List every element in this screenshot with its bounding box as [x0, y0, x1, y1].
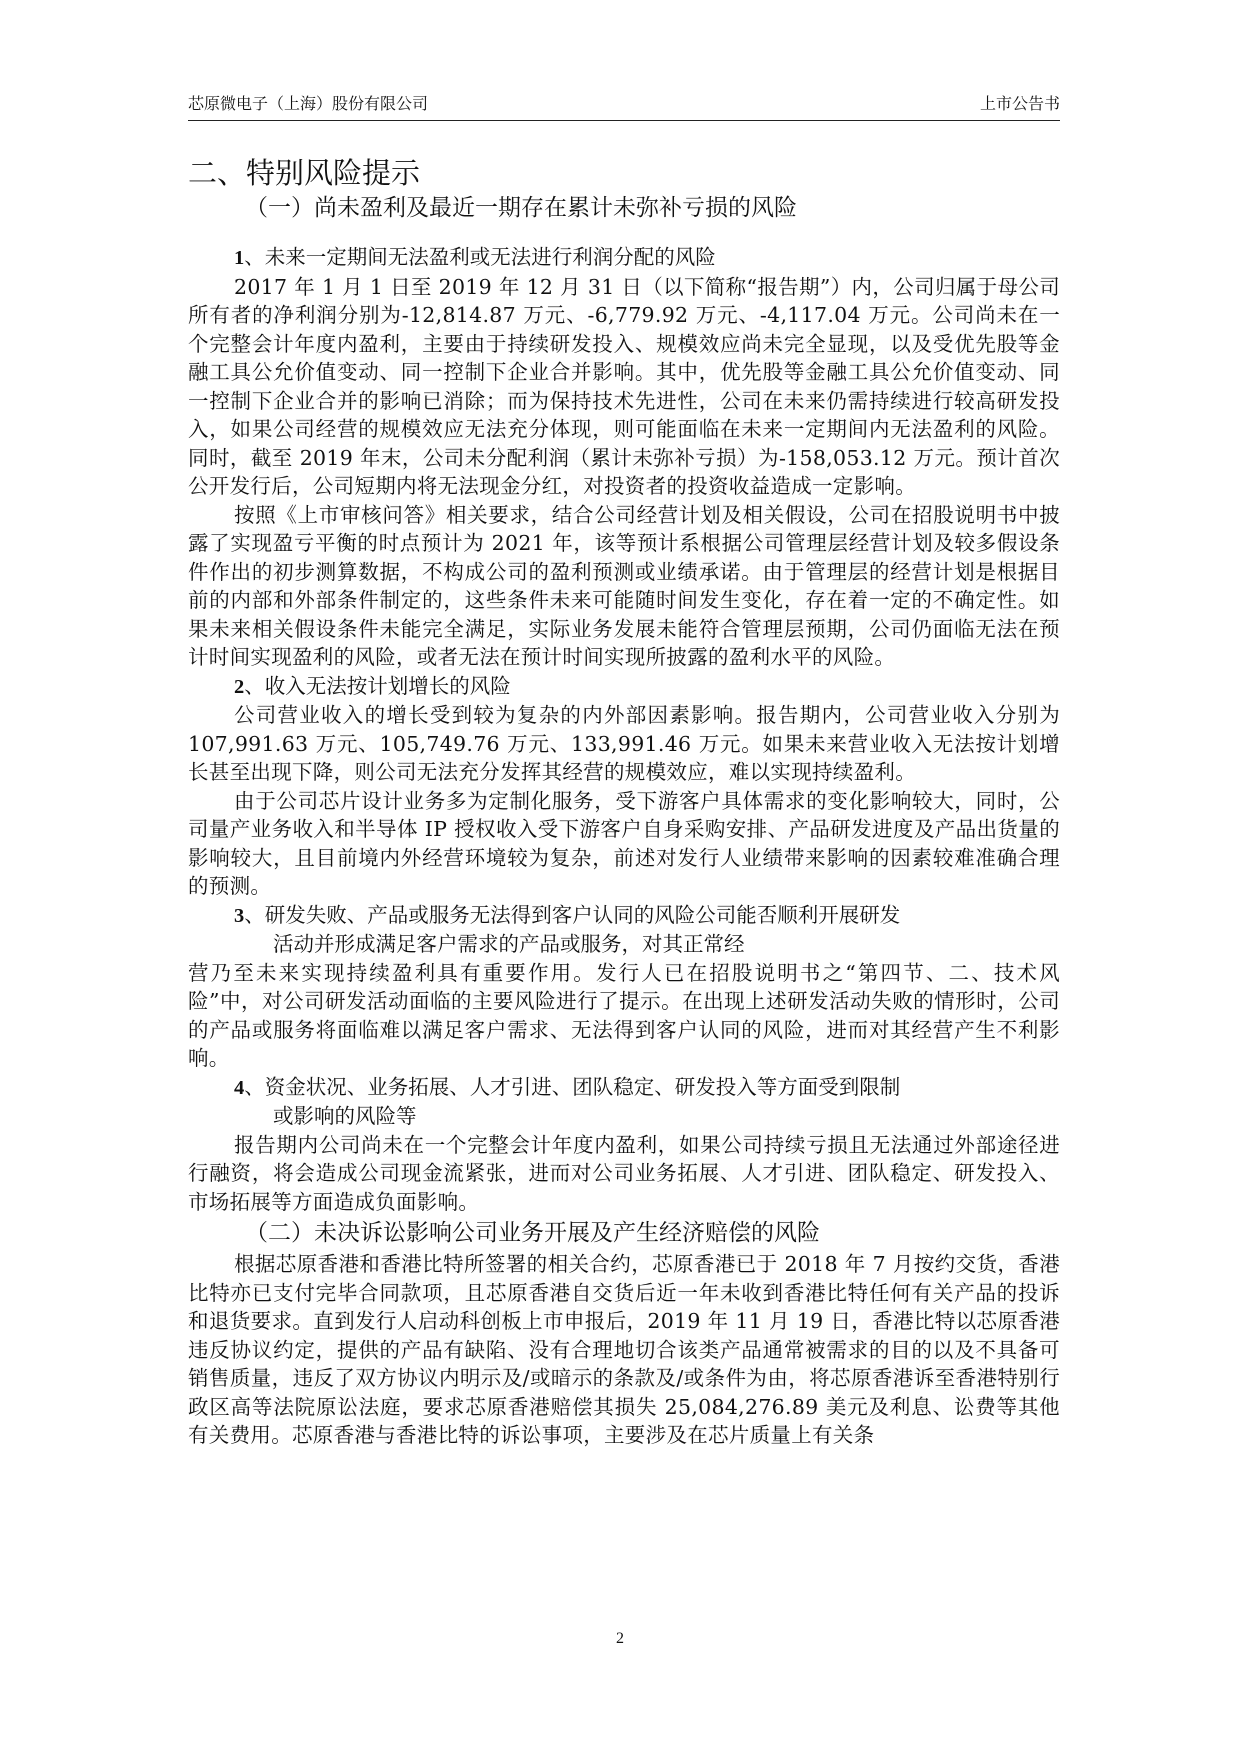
- item-4-title-continuation: 或影响的风险等: [273, 1104, 417, 1128]
- item-3-title: 、研发失败、产品或服务无法得到客户认同的风险公司能否顺利开展研发: [244, 902, 901, 927]
- subsection-2-title: （二）未决诉讼影响公司业务开展及产生经济赔偿的风险: [245, 1220, 820, 1246]
- item-4-number: 4: [234, 1076, 245, 1099]
- item-3-title-continuation: 活动并形成满足客户需求的产品或服务，对其正常经: [273, 932, 745, 956]
- item-3-number: 3: [234, 904, 245, 927]
- item-4-paragraph-1: 报告期内公司尚未在一个完整会计年度内盈利，如果公司持续亏损且无法通过外部途径进行融资，将会造成公司现金流紧张，进而对公司业务拓展、人才引进、团队稳定、研发投入、市场拓展等方面造成负面影响。: [188, 1132, 1060, 1214]
- item-1-heading: [188, 243, 1060, 273]
- item-1-number: 1: [234, 247, 245, 269]
- item-1-paragraph-2: 按照《上市审核问答》相关要求，结合公司经营计划及相关假设，公司在招股说明书中披露了实现盈亏平衡的时点预计为 2021 年，该等预计系根据公司管理层经营计划及较多假设条件作出的初步测算数据，不构成公司的盈利预测或业绩承诺。由于管理层的经营计划是根据目前的内部和外部条件制定的，这些条件未来可能随时间发生变化，存在着一定的不确定性。如果未来相关假设条件未能完全满足，实际业务发展未能符合管理层预期，公司仍面临无法在预计时间实现盈利的风险，或者无法在预计时间实现所披露的盈利水平的风险。: [188, 502, 1060, 669]
- item-2-paragraph-1: 公司营业收入的增长受到较为复杂的内外部因素影响。报告期内，公司营业收入分别为 107,991.63 万元、105,749.76 万元、133,991.46 万元。如果未来营业收入无法按计划增长甚至出现下降，则公司无法充分发挥其经营的规模效应，难以实现持续盈利。: [188, 703, 1060, 784]
- item-2-number: 2: [234, 675, 245, 698]
- item-3-paragraph-1: 营乃至未来实现持续盈利具有重要作用。发行人已在招股说明书之“第四节、二、技术风险”中，对公司研发活动面临的主要风险进行了提示。在出现上述研发活动失败的情形时，公司的产品或服务将面临难以满足客户需求、无法得到客户认同的风险，进而对其经营产生不利影响。: [188, 960, 1060, 1070]
- section-title: 二、特别风险提示: [188, 156, 421, 190]
- item-1-paragraph-1: 2017 年 1 月 1 日至 2019 年 12 月 31 日（以下简称“报告期”）内，公司归属于母公司所有者的净利润分别为-12,814.87 万元、-6,779.92 万元、-4,117.04 万元。公司尚未在一个完整会计年度内盈利，主要由于持续研发投入、规模效应尚未完全显现，以及受优先股等金融工具公允价值变动、同一控制下企业合并影响。其中，优先股等金融工具公允价值变动、同一控制下企业合并的影响已消除；而为保持技术先进性，公司在未来仍需持续进行较高研发投入，如果公司经营的规模效应无法充分体现，则可能面临在未来一定期间内无法盈利的风险。同时，截至 2019 年末，公司未分配利润（累计未弥补亏损）为-158,053.12 万元。预计首次公开发行后，公司短期内将无法现金分红，对投资者的投资收益造成一定影响。: [188, 274, 1060, 498]
- item-4-heading: [188, 1073, 1060, 1131]
- item-2-title: 、收入无法按计划增长的风险: [244, 673, 511, 698]
- page-number: 2: [616, 1630, 624, 1647]
- item-1-title: 、未来一定期间无法盈利或无法进行利润分配的风险: [244, 245, 716, 269]
- header-document-type: 上市公告书: [979, 94, 1060, 113]
- subsection-2-paragraph-1: 根据芯原香港和香港比特所签署的相关合约，芯原香港已于 2018 年 7 月按约交货，香港比特亦已支付完毕合同款项，且芯原香港自交货后近一年未收到香港比特任何有关产品的投诉和退货要求。直到发行人启动科创板上市申报后，2019 年 11 月 19 日，香港比特以芯原香港违反协议约定，提供的产品有缺陷、没有合理地切合该类产品通常被需求的目的以及不具备可销售质量，违反了双方协议内明示及/或暗示的条款及/或条件为由，将芯原香港诉至香港特别行政区高等法院原讼法庭，要求芯原香港赔偿其损失 25,084,276.89 美元及利息、讼费等其他有关费用。芯原香港与香港比特的诉讼事项，主要涉及在芯片质量上有关条: [188, 1252, 1060, 1447]
- item-2-paragraph-2: 由于公司芯片设计业务多为定制化服务，受下游客户具体需求的变化影响较大，同时，公司量产业务收入和半导体 IP 授权收入受下游客户自身采购安排、产品研发进度及产品出货量的影响较大，且目前境内外经营环境较为复杂，前述对发行人业绩带来影响的因素较难准确合理的预测。: [188, 788, 1060, 898]
- item-3-heading: [188, 901, 1060, 959]
- subsection-1-title: （一）尚未盈利及最近一期存在累计未弥补亏损的风险: [245, 195, 797, 221]
- item-4-title: 、资金状况、业务拓展、人才引进、团队稳定、研发投入等方面受到限制: [244, 1074, 901, 1099]
- item-2-heading: [188, 672, 1060, 702]
- page-body: [188, 155, 1060, 1450]
- header-company-name: 芯原微电子（上海）股份有限公司: [188, 94, 429, 113]
- page-header: [188, 90, 1060, 121]
